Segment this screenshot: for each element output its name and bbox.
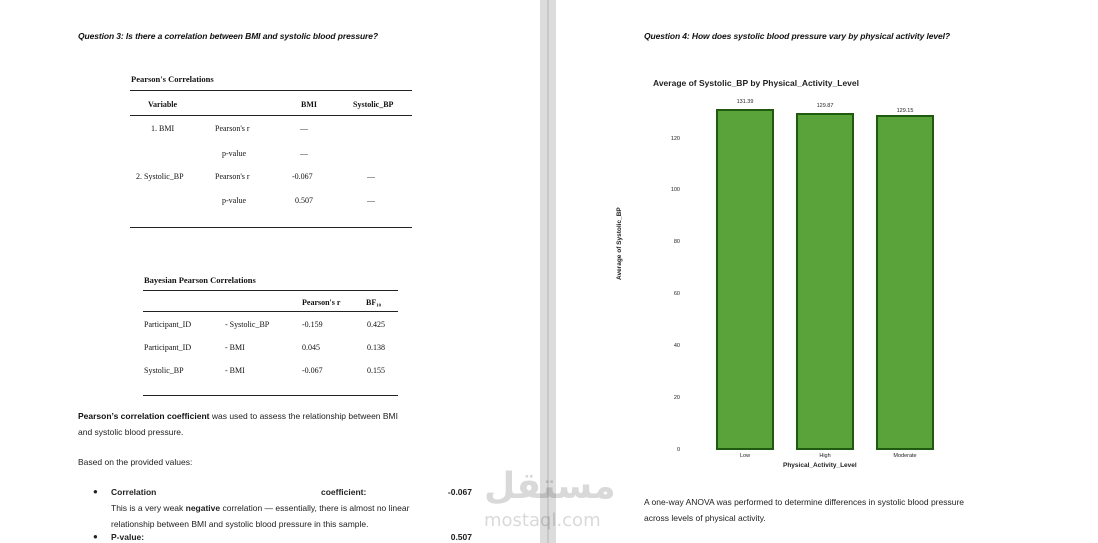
text: was used to assess the relationship between BMI <box>209 411 399 421</box>
y-tick-label: 20 <box>673 395 680 402</box>
bar-low <box>716 109 774 450</box>
question-3-title: Question 3: Is there a correlation between BMI and systolic blood pressure? <box>78 31 378 41</box>
table-cell: Pearson's r <box>215 124 250 133</box>
table-rule <box>143 395 398 396</box>
chart-title: Average of Systolic_BP by Physical_Activity_Level <box>653 78 859 88</box>
table-cell: Pearson's r <box>215 172 250 181</box>
bullet-dot-icon: ● <box>93 532 98 541</box>
table-cell: p-value <box>222 149 246 158</box>
table-rule <box>130 115 412 116</box>
table-cell: - Systolic_BP <box>225 320 270 329</box>
pearson-header-bmi: BMI <box>301 100 317 109</box>
bayes-header-r: Pearson's r <box>302 298 341 307</box>
table-cell: 0.425 <box>367 320 385 329</box>
table-cell: - BMI <box>225 366 245 375</box>
bullet-correlation <box>93 484 472 532</box>
text: A one-way ANOVA was performed to determine differences in systolic blood pressure <box>644 497 965 507</box>
bar-high <box>796 113 854 450</box>
paragraph-pearson-intro <box>78 408 478 440</box>
bullet-value: -0.067 <box>447 487 472 497</box>
y-tick-label: 80 <box>673 239 680 246</box>
pearson-header-variable: Variable <box>148 100 178 109</box>
chart-ylabel: Average of Systolic_BP <box>616 207 623 280</box>
bar-moderate <box>876 115 934 450</box>
text: across levels of physical activity. <box>644 513 766 523</box>
y-tick-label: 100 <box>670 187 680 194</box>
table-rule <box>130 90 412 91</box>
pearson-header-systolic: Systolic_BP <box>353 100 394 109</box>
bold-text: negative <box>185 503 221 513</box>
bullet-value: 0.507 <box>450 532 472 542</box>
bar-value-label: 129.87 <box>816 102 834 109</box>
question-4-title: Question 4: How does systolic blood pressure vary by physical activity level? <box>644 31 950 41</box>
bullet-dot-icon: ● <box>93 487 98 496</box>
bar-value-label: 131.39 <box>736 99 754 105</box>
table-cell: -0.159 <box>302 320 323 329</box>
table-cell: 0.155 <box>367 366 385 375</box>
x-tick-label: High <box>819 453 831 459</box>
table-cell: — <box>367 172 375 181</box>
watermark-arabic: مستقل <box>484 466 616 507</box>
bullet-label: P-value: <box>111 532 145 542</box>
table-cell: 1. BMI <box>151 124 175 133</box>
table-cell: -0.067 <box>292 172 313 181</box>
paragraph-based-on: Based on the provided values: <box>78 457 193 467</box>
table-cell: 0.045 <box>302 343 320 352</box>
x-tick-label: Moderate <box>893 453 917 459</box>
chart-xlabel: Physical_Activity_Level <box>783 462 857 469</box>
text: and systolic blood pressure. <box>78 427 184 437</box>
table-cell: — <box>300 124 308 133</box>
table-cell: p-value <box>222 196 246 205</box>
bullet-label: Correlation <box>111 487 157 497</box>
bar-value-label: 129.15 <box>896 107 914 114</box>
y-tick-label: 120 <box>670 135 680 142</box>
table-rule <box>130 227 412 228</box>
document-page-left <box>0 0 540 543</box>
table-cell: — <box>367 196 375 205</box>
bullet-pvalue <box>93 531 472 543</box>
page-divider <box>547 0 549 543</box>
table-rule <box>143 290 398 291</box>
table-rule <box>143 311 398 312</box>
paragraph-anova <box>644 494 1084 526</box>
x-tick-label: Low <box>739 453 751 459</box>
table-cell: 0.138 <box>367 343 385 352</box>
bayes-table-title: Bayesian Pearson Correlations <box>144 275 256 285</box>
text: correlation — essentially, there is almost no linear <box>220 503 410 513</box>
table-cell: Systolic_BP <box>144 366 184 375</box>
table-cell: Participant_ID <box>144 343 192 352</box>
bayes-header-bf: BF₁₀ <box>366 298 382 307</box>
table-cell: — <box>300 149 308 158</box>
y-tick-label: 0 <box>676 447 680 453</box>
table-cell: Participant_ID <box>144 320 192 329</box>
y-tick-label: 60 <box>673 291 680 298</box>
table-cell: -0.067 <box>302 366 323 375</box>
y-tick-label: 40 <box>673 343 680 350</box>
table-cell: 2. Systolic_BP <box>136 172 184 181</box>
pearson-table-title: Pearson's Correlations <box>131 74 214 84</box>
bullet-label: coefficient: <box>321 487 367 497</box>
watermark-latin: mostaql.com <box>484 510 601 531</box>
table-cell: - BMI <box>225 343 245 352</box>
document-page-right <box>556 0 1098 543</box>
text: relationship between BMI and systolic blood pressure in this sample. <box>111 519 369 529</box>
table-cell: 0.507 <box>295 196 313 205</box>
bold-text: Pearson’s correlation coefficient <box>78 411 210 421</box>
text: This is a very weak <box>111 503 186 513</box>
watermark <box>478 466 638 532</box>
